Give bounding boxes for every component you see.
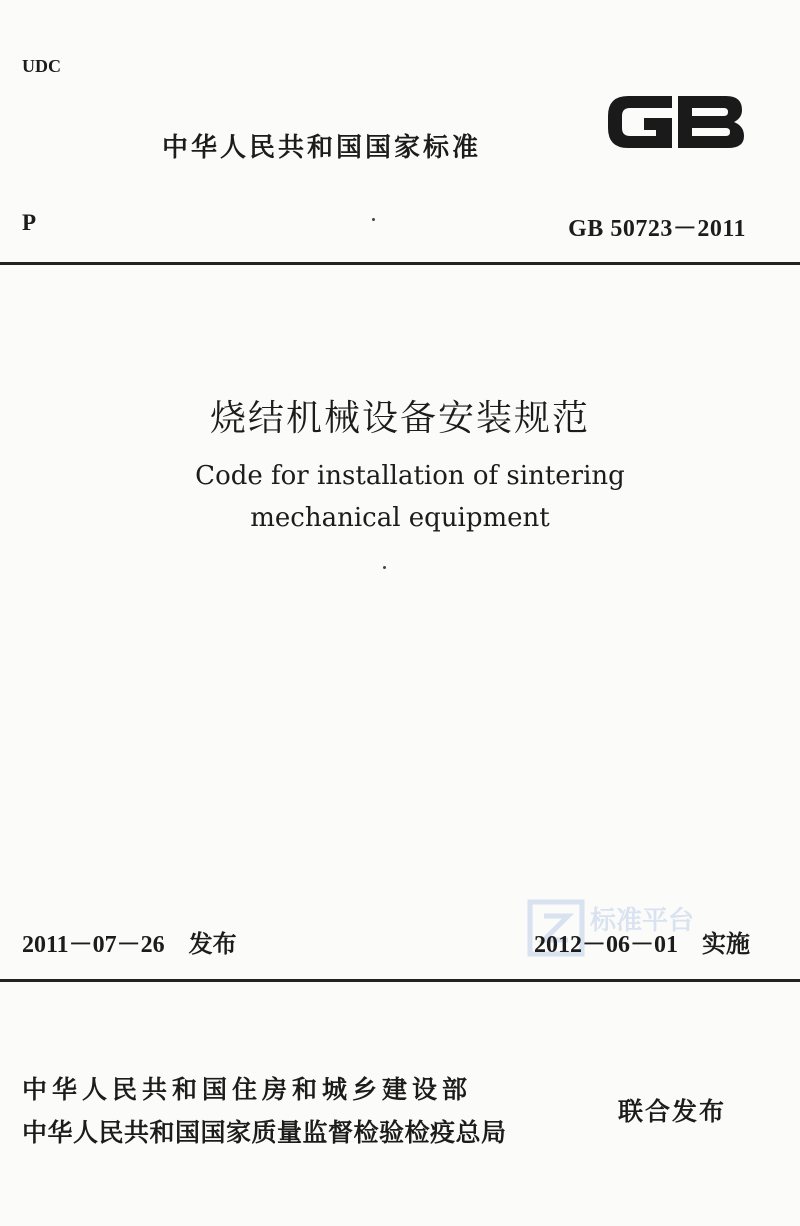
issue-date: 2011－07－26 发布	[22, 932, 237, 958]
speck	[383, 566, 386, 569]
watermark-text: 标准平台	[590, 906, 695, 936]
joint-release-label: 联合发布	[618, 1097, 727, 1126]
top-divider	[0, 262, 800, 265]
standard-number: GB 50723－2011	[568, 216, 746, 242]
udc-label: UDC	[22, 56, 61, 76]
title-english-line1: Code for installation of sintering	[195, 461, 625, 491]
issuer-aqsiq: 中华人民共和国国家质量监督检验检疫总局	[22, 1118, 507, 1147]
national-standard-heading: 中华人民共和国国家标准	[162, 133, 482, 163]
bottom-divider	[0, 979, 800, 982]
implementation-date: 2012－06－01 实施	[534, 932, 750, 958]
category-code: P	[22, 210, 37, 235]
speck	[372, 218, 375, 221]
issuer-ministry-housing: 中华人民共和国住房和城乡建设部	[22, 1075, 473, 1104]
gb-logo-icon	[600, 82, 750, 162]
title-english-line2: mechanical equipment	[250, 503, 550, 533]
title-chinese: 烧结机械设备安装规范	[209, 398, 590, 439]
